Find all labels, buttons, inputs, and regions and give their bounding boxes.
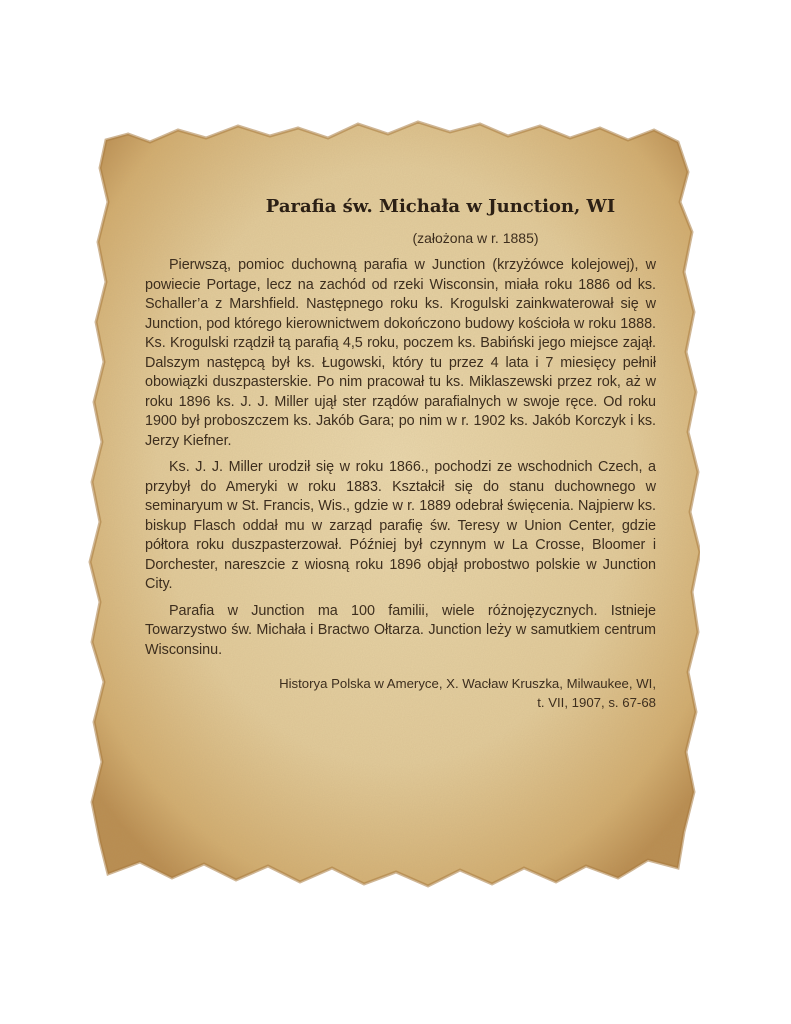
source-line-1: Historya Polska w Ameryce, X. Wacław Kruszka, Milwaukee, WI, <box>279 676 656 691</box>
document-subtitle: (założona w r. 1885) <box>412 230 539 246</box>
paragraph-miller: Ks. J. J. Miller urodził się w roku 1866., pochodzi ze wschodnich Czech, a przybył do Ameryki w roku 1883. Kształcił się do stanu duchownego w seminaryum w St. Francis, Wis., gdzie w r. 1889 odebrał święcenia. Najpierw ks. biskup Flasch oddał mu w zarząd parafię św. Teresy w Union Center, gdzie półtora roku duszpasterzował. Później był czynnym w La Crosse, Bloomer i Dorchester, nareszcie z wiosną roku 1896 objął probostwo polskie w Junction City. <box>145 459 656 592</box>
source-citation <box>145 674 656 712</box>
document-body <box>145 194 656 712</box>
document-title: Parafia św. Michała w Junction, WI <box>265 196 616 217</box>
source-line-2: t. VII, 1907, s. 67-68 <box>537 695 656 710</box>
paragraph-parish: Parafia w Junction ma 100 familii, wiele różnojęzycznych. Istnieje Towarzystwo św. Michała i Bractwo Ołtarza. Junction leży w samutkiem centrum Wisconsinu. <box>145 602 656 658</box>
parchment-background <box>88 112 700 890</box>
paragraph-history: Pierwszą, pomioc duchowną parafia w Junction (krzyżówce kolejowej), w powiecie Portage, lecz na zachód od rzeki Wisconsin, miała roku 1886 od ks. Schaller’a z Marshfield. Następnego roku ks. Krogulski zainkwaterował się w Junction, pod którego kierownictwem dokończono budowy kościoła w roku 1888. Ks. Krogulski rządził tą parafią 4,5 roku, poczem ks. Babiński jego miejsce zajął. Dalszym następcą był ks. Ługowski, który tu przez 4 lata i 7 miesięcy pełnił obowiązki duszpasterskie. Po nim pracował tu ks. Miklaszewski przez rok, aż w roku 1896 ks. J. J. Miller ujął ster rządów parafialnych w swoje ręce. Od roku 1900 był proboszczem ks. Jakób Gara; po nim w r. 1902 ks. Jakób Korczyk i ks. Jerzy Kiefner. <box>145 257 656 449</box>
